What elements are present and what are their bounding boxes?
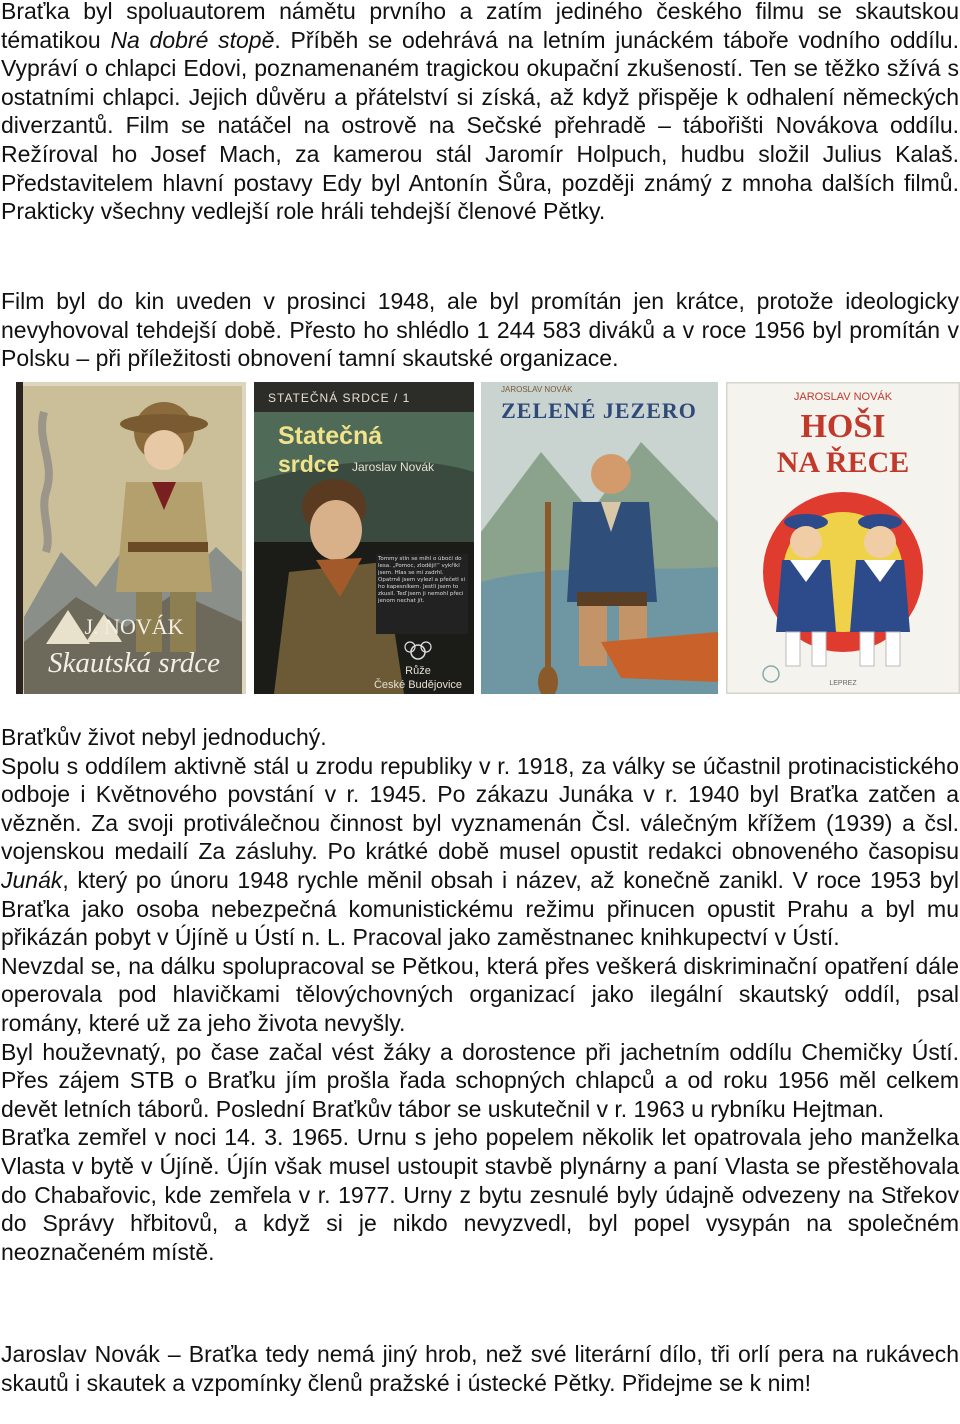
- cover4-publisher: LEPREZ: [829, 680, 857, 687]
- cover2-title-line-2: srdce: [278, 451, 340, 477]
- film-title: Na dobré stopě: [110, 26, 275, 53]
- film-intro-text-1: Braťka byl spoluautorem námětu prvního a zatím jediného českého filmu se skautskou tématikou: [1, 0, 959, 53]
- paragraph-film-release: Film byl do kin uveden v prosinci 1948, ale byl promítán jen krátce, protože ideologicky nevyhovoval tehdejší době. Přesto ho shlédlo 1 244 583 diváků a v roce 1956 byl promítán v Polsku – při příležitosti obnovení tamní skautské organizace.: [1, 288, 959, 372]
- cover2-author: Jaroslav Novák: [352, 460, 435, 474]
- cover2-series: STATEČNÁ SRDCE / 1: [268, 391, 411, 405]
- paragraph-resistance: Nevzdal se, na dálku spolupracoval se Pětkou, která přes veškerá diskriminační opatření dále operovala pod hlavičkami tělovýchovných organizací jako ilegální skautský oddíl, psal romány, které už za jeho života nevyšly.: [1, 952, 959, 1036]
- cover4-title-line-1: HOŠI: [800, 408, 886, 445]
- paragraph-closing: Jaroslav Novák – Braťka tedy nemá jiný hrob, než své literární dílo, tři orlí pera na rukávech skautů i skautek a vzpomínky členů pražské i ústecké Pětky. Přidejme se k nim!: [1, 1341, 959, 1396]
- cover4-author: JAROSLAV NOVÁK: [793, 391, 893, 403]
- cover2-title-line-1: Statečná: [278, 422, 383, 450]
- paragraph-film-intro: [1, 0, 959, 226]
- cover3-title: ZELENÉ JEZERO: [501, 398, 697, 423]
- cover3-author: JAROSLAV NOVÁK: [501, 385, 573, 394]
- paragraph-life: [1, 723, 959, 1266]
- life-text: [1, 752, 959, 952]
- book-cover-zelene-jezero: [481, 382, 718, 694]
- book-cover-skautska-srdce: [16, 382, 246, 694]
- life-text-2: , který po únoru 1948 rychle měnil obsah i název, až konečně zanikl. V roce 1953 byl Braťka jako osoba nebezpečná komunistickému režimu přinucen opustit Prahu a byl mu přikázán pobyt v Újíně u Ústí n. L. Pracoval jako zaměstnanec knihkupectví v Ústí.: [1, 866, 959, 951]
- cover1-title: Skautská srdce: [47, 647, 221, 679]
- film-intro-text-2: . Příběh se odehrává na letním junáckém táboře vodního oddílu. Vypráví o chlapci Edovi, poznamenaném tragickou okupační zkušeností. Ten se těžko sžívá s ostatními chlapci. Jejich důvěru a přátelství si získá, až když přispěje k odhalení německých diverzantů. Film se natáčel na ostrově na Sečské přehradě – tábořišti Novákova oddílu. Režíroval ho Josef Mach, za kamerou stál Jaromír Holpuch, hudbu složil Julius Kalaš. Představitelem hlavní postavy Edy byl Antonín Šůra, později známý z mnoha dalších filmů. Prakticky všechny vedlejší role hráli tehdejší členové Pětky.: [1, 26, 959, 225]
- cover1-author: J. NOVÁK: [84, 614, 184, 639]
- life-heading: Braťkův život nebyl jednoduchý.: [1, 724, 327, 750]
- cover2-publisher-1: Růže: [405, 665, 431, 677]
- cover4-title-line-2: NA ŘECE: [776, 446, 910, 479]
- cover2-publisher-2: České Budějovice: [373, 679, 463, 691]
- book-covers-row: [16, 382, 960, 694]
- book-cover-statecna-srdce: [254, 382, 474, 694]
- magazine-title: Junák: [1, 866, 63, 893]
- paragraph-sailing-club: Byl houževnatý, po čase začal vést žáky a dorostence při jachetním oddílu Chemičky Ústí. Přes zájem STB o Braťku jím prošla řada schopných chlapců a od roku 1956 měl celkem devět letních táborů. Poslední Braťkův tábor se uskutečnil v r. 1963 u rybníku Hejtman.: [1, 1038, 959, 1122]
- book-cover-hosi-na-rece: [726, 382, 960, 694]
- life-text-1: Spolu s oddílem aktivně stál u zrodu republiky v r. 1918, za války se účastnil protinacistického odboje i Květnového povstání v r. 1945. Po zákazu Junáka v r. 1940 byl Braťka zatčen a vězněn. Za svoji protiválečnou činnost byl vyznamenán Čsl. válečným křížem (1939) a čsl. vojenskou medailí Za zásluhy. Po krátké době musel opustit redakci obnoveného časopisu: [1, 752, 959, 865]
- paragraph-death: Braťka zemřel v noci 14. 3. 1965. Urnu s jeho popelem několik let opatrovala jeho manželka Vlasta v bytě v Újíně. Újín však musel ustoupit stavbě plynárny a paní Vlasta se přestěhovala do Chabařovic, kde zemřela v r. 1977. Urny z bytu zesnulé byly údajně odvezeny na Střekov do Správy hřbitovů, a když si je nikdo nevyzvedl, byl popel vysypán na společném neoznačeném místě.: [1, 1124, 959, 1265]
- cover2-blurb: Tommy stín se mihl o úbočí do lesa. „Pomoc, zloději!“ vykřikl jsem. Hlas se mi zadrhl. Opatrně jsem vylezl a přečetl si ho kapesníkem. Jestli jsem to zkusil. Teď jsem ji nemohl přeci jenom nechat jít.: [378, 556, 465, 604]
